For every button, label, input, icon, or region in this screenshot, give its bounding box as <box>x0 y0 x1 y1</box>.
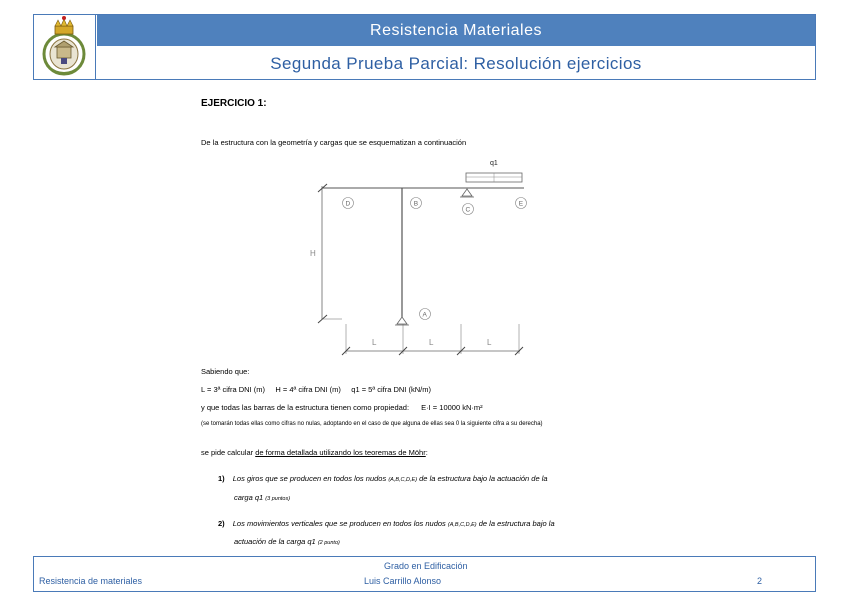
item-line1-b: de la estructura bajo la <box>478 519 555 528</box>
node-label-e <box>516 198 527 209</box>
ask-underlined: de forma detallada utilizando los teoremas de Möhr <box>255 448 426 457</box>
item-line1-b: de la estructura bajo la actuación de la <box>419 474 548 483</box>
ask-line <box>201 448 428 457</box>
support-a <box>397 317 407 324</box>
item-line2: actuación de la carga q1 <box>234 537 316 546</box>
knowing-text: Sabiendo que: <box>201 367 250 376</box>
support-c <box>462 189 472 196</box>
node-label-a <box>420 309 431 320</box>
structure-diagram <box>300 152 540 362</box>
parameters-text: L = 3ª cifra DNI (m) H = 4ª cifra DNI (m) q1 = 5ª cifra DNI (kN/m) <box>201 385 431 394</box>
logo-cell <box>33 14 96 80</box>
page-number: 2 <box>757 576 763 586</box>
item-line2: carga q1 <box>234 493 264 502</box>
document-title: Resistencia Materiales <box>97 15 815 46</box>
node-label-d <box>343 198 354 209</box>
span-label-3: L <box>487 338 492 347</box>
question-item-1 <box>218 474 548 483</box>
item-number: 2) <box>218 519 225 528</box>
ask-prefix: se pide calcular <box>201 448 254 457</box>
exercise-title: EJERCICIO 1: <box>201 98 267 109</box>
item-line1-a: Los movimientos verticales que se producen en todos los nudos <box>232 519 446 528</box>
item-number: 1) <box>218 474 225 483</box>
svg-text:C: C <box>465 206 471 214</box>
exercise-intro: De la estructura con la geometría y cargas que se esquematizan a continuación <box>201 138 467 147</box>
svg-text:D: D <box>345 200 351 208</box>
footer-author: Luis Carrillo Alonso <box>364 576 442 586</box>
node-label-b <box>411 198 422 209</box>
svg-text:B: B <box>413 200 419 208</box>
ask-suffix: : <box>425 448 428 457</box>
footer-course: Resistencia de materiales <box>39 576 143 586</box>
span-label-2: L <box>429 338 434 347</box>
university-crest-logo <box>33 14 95 80</box>
note-text: (se tomarán todas ellas como cifras no nulas, adoptando en el caso de que alguna de ellas sea 0 la siguiente cifra a su derecha) <box>201 421 543 427</box>
property-line <box>201 403 483 412</box>
load-label: q1 <box>490 160 498 167</box>
svg-text:A: A <box>422 311 427 319</box>
node-label-c <box>463 204 474 215</box>
item-nodes: (A,B,C,D,E) <box>447 522 477 528</box>
footer-degree: Grado en Edificación <box>384 561 468 571</box>
item-nodes: (A,B,C,D,E) <box>388 477 418 483</box>
svg-text:E: E <box>518 200 524 208</box>
span-label-1: L <box>372 338 377 347</box>
property-value: E·I = 10000 kN·m² <box>421 403 483 412</box>
property-prefix: y que todas las barras de la estructura tienen como propiedad: <box>201 403 410 412</box>
question-item-2 <box>218 519 555 528</box>
item-points: (2 punto) <box>317 540 340 546</box>
item-line1-a: Los giros que se producen en todos los nudos <box>232 474 387 483</box>
question-item-1-cont <box>234 493 290 502</box>
height-label: H <box>310 249 316 258</box>
question-item-2-cont <box>234 537 340 546</box>
document-subtitle: Segunda Prueba Parcial: Resolución ejercicios <box>270 54 642 73</box>
item-points: (3 puntos) <box>265 496 291 502</box>
